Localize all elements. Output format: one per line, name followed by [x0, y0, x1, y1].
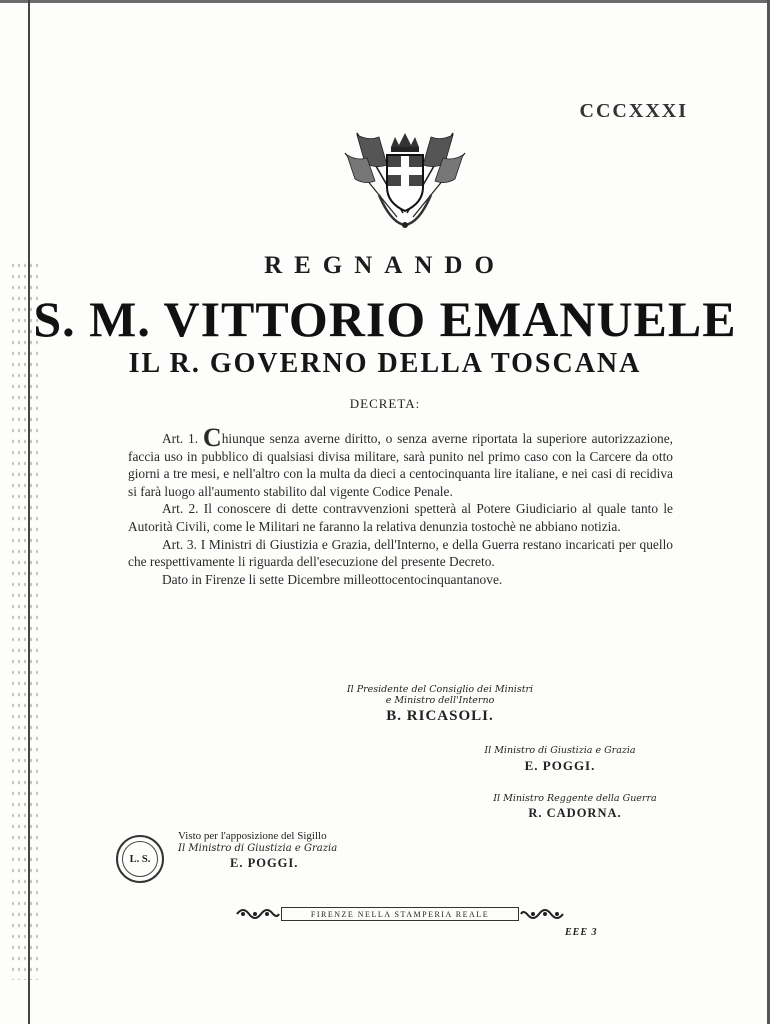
- signature-poggi: [460, 745, 660, 774]
- page-top-edge: [0, 0, 770, 3]
- dated-line: [128, 571, 673, 589]
- drop-cap: C: [202, 423, 222, 452]
- article-label: Art. 2.: [162, 501, 199, 517]
- article-label: Art. 3.: [162, 536, 197, 552]
- seal-visto: Visto per l'apposizione del Sigillo: [178, 830, 327, 842]
- signature-title: Il Presidente del Consiglio dei Ministri: [346, 684, 534, 695]
- savoy-coat-of-arms-icon: [335, 125, 475, 235]
- page-number: CCCXXXI: [579, 100, 688, 122]
- printer-ornament-icon: [235, 904, 281, 924]
- seal-name: E. POGGI.: [230, 856, 299, 870]
- printer-ornament-icon: [519, 904, 565, 924]
- heading-sovereign: S. M. VITTORIO EMANUELE: [33, 291, 737, 347]
- article-3: [128, 536, 673, 571]
- article-2: [128, 500, 673, 535]
- seal-label: L. S.: [122, 841, 158, 877]
- decree-body: [128, 423, 673, 588]
- article-text: Il conoscere di dette contravvenzioni spetterà al Potere Giudiciario al quale tanto le Autorità Civili, come le Militari ne faranno la relativa denunzia tostochè ne abbiano notizia.: [128, 501, 673, 534]
- signature-mark: EEE 3: [565, 927, 598, 938]
- signature-name: E. POGGI.: [524, 758, 596, 773]
- signature-title: Il Ministro di Giustizia e Grazia: [484, 745, 636, 756]
- heading-decreta: DECRETA:: [349, 396, 421, 411]
- article-label: Art. 1.: [162, 431, 199, 446]
- printer-imprint: [235, 903, 565, 925]
- signature-name: R. CADORNA.: [528, 806, 622, 820]
- signature-name: B. RICASOLI.: [386, 708, 494, 724]
- heading-regnando: REGNANDO: [264, 252, 506, 279]
- seal-icon: [116, 835, 164, 883]
- seal-attestation: [178, 830, 418, 870]
- article-text: I Ministri di Giustizia e Grazia, dell'Interno, e della Guerra restano incaricati per quello che respettivamente li riguarda dell'esecuzione del presente Decreto.: [128, 536, 673, 570]
- dated-text: Dato in Firenze li sette Dicembre milleottocentocinquantanove.: [162, 571, 503, 587]
- article-1: [128, 423, 673, 500]
- seal-minister: Il Ministro di Giustizia e Grazia: [178, 843, 338, 854]
- signature-cadorna: [470, 793, 680, 821]
- article-text: hiunque senza averne diritto, o senza averne riportata la superiore autorizzazione, faccia uso in pubblico di qualsiasi divisa militare, sarà punito nel primo caso con la Carcere da otto giorni a tre mesi, e nell'altro con la multa da dieci a centocinquanta lire italiane, e nei casi di recidiva si farà luogo all'aumento stabilito dal vigente Codice Penale.: [128, 431, 673, 499]
- signature-title: Il Ministro Reggente della Guerra: [493, 793, 657, 804]
- heading-government: IL R. GOVERNO DELLA TOSCANA: [128, 348, 642, 379]
- printer-name: FIRENZE NELLA STAMPERIA REALE: [281, 907, 519, 921]
- signature-title: e Ministro dell'Interno: [385, 695, 495, 706]
- signature-ricasoli: [320, 684, 560, 725]
